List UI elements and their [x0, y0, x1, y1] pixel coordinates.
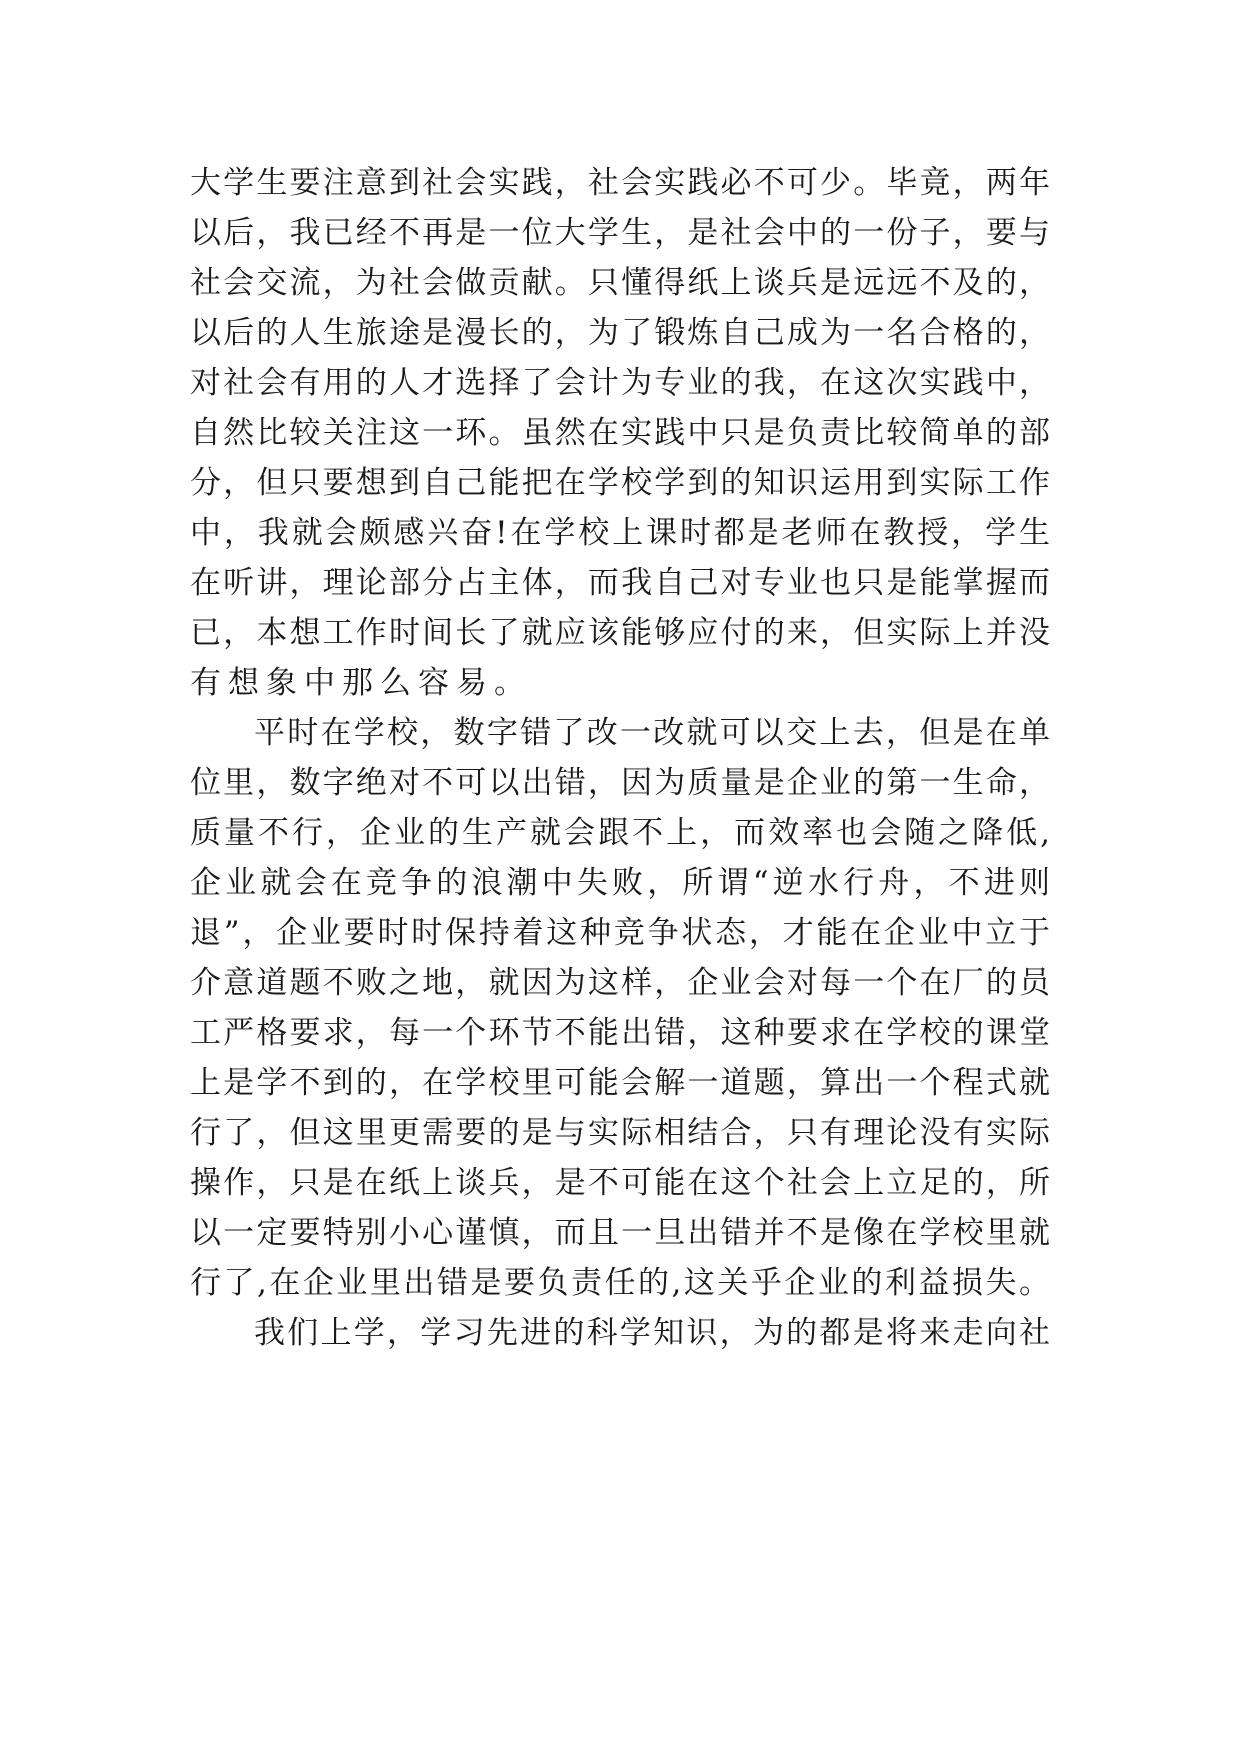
text-line: 以一定要特别小心谨慎，而且一旦出错并不是像在学校里就 — [190, 1215, 1050, 1251]
text-line: 已，本想工作时间长了就应该能够应付的来，但实际上并没 — [190, 615, 1050, 651]
text-line: 有想象中那么容易。 — [190, 665, 532, 701]
text-line: 自然比较关注这一环。虽然在实践中只是负责比较简单的部 — [190, 415, 1050, 451]
body-text — [190, 158, 1050, 1358]
paragraph-3 — [190, 1308, 1050, 1358]
text-line: 对社会有用的人才选择了会计为专业的我，在这次实践中， — [190, 365, 1050, 401]
text-line: 以后，我已经不再是一位大学生，是社会中的一份子，要与 — [190, 215, 1050, 251]
text-line: 行了，但这里更需要的是与实际相结合，只有理论没有实际 — [190, 1115, 1050, 1151]
text-line: 质量不行，企业的生产就会跟不上，而效率也会随之降低, — [190, 815, 1050, 851]
text-line: 操作，只是在纸上谈兵，是不可能在这个社会上立足的，所 — [190, 1165, 1050, 1201]
paragraph-2 — [190, 708, 1050, 1308]
text-line: 中，我就会颇感兴奋!在学校上课时都是老师在教授，学生 — [190, 515, 1050, 551]
text-line: 社会交流，为社会做贡献。只懂得纸上谈兵是远远不及的， — [190, 265, 1050, 301]
paragraph-1 — [190, 158, 1050, 708]
text-line: 以后的人生旅途是漫长的，为了锻炼自己成为一名合格的， — [190, 315, 1050, 351]
text-line: 我们上学，学习先进的科学知识，为的都是将来走向社 — [254, 1315, 1050, 1351]
text-line: 位里，数字绝对不可以出错，因为质量是企业的第一生命， — [190, 765, 1050, 801]
text-line: 退”，企业要时时保持着这种竞争状态，才能在企业中立于 — [190, 915, 1050, 951]
text-line: 平时在学校，数字错了改一改就可以交上去，但是在单 — [254, 715, 1050, 751]
text-line: 大学生要注意到社会实践，社会实践必不可少。毕竟，两年 — [190, 165, 1050, 201]
text-line: 上是学不到的，在学校里可能会解一道题，算出一个程式就 — [190, 1065, 1050, 1101]
text-line: 在听讲，理论部分占主体，而我自己对专业也只是能掌握而 — [190, 565, 1050, 601]
text-line: 工严格要求，每一个环节不能出错，这种要求在学校的课堂 — [190, 1015, 1050, 1051]
text-line: 企业就会在竞争的浪潮中失败，所谓“逆水行舟，不进则 — [190, 865, 1050, 901]
text-line: 介意道题不败之地，就因为这样，企业会对每一个在厂的员 — [190, 965, 1050, 1001]
text-line: 分，但只要想到自己能把在学校学到的知识运用到实际工作 — [190, 465, 1050, 501]
text-line: 行了,在企业里出错是要负责任的,这关乎企业的利益损失。 — [190, 1265, 1050, 1301]
